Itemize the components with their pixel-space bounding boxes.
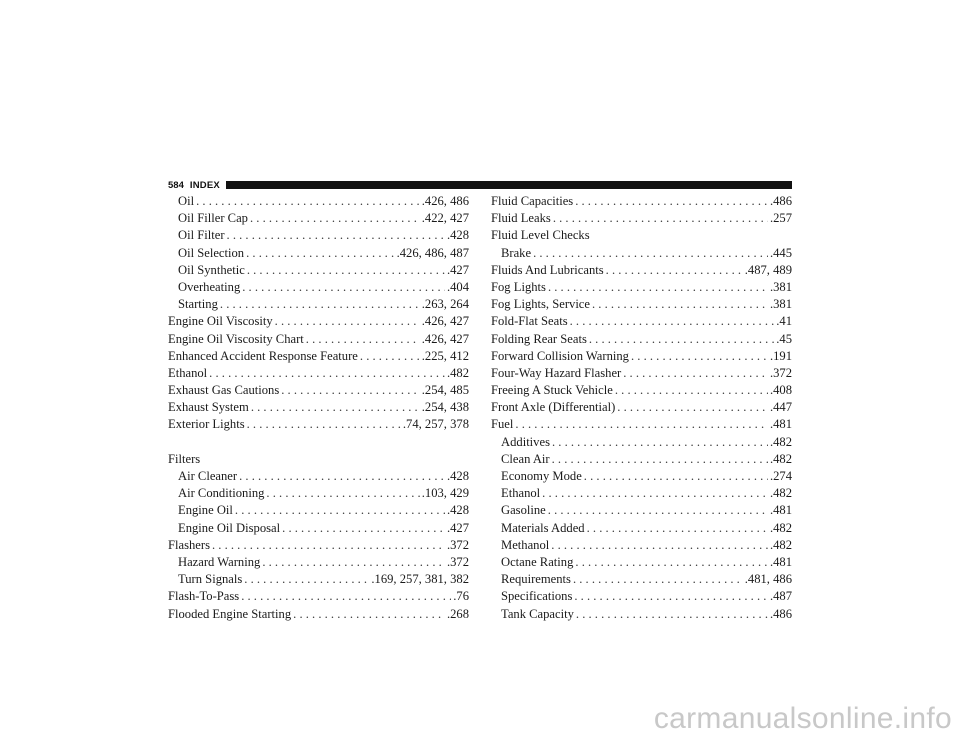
index-entry-pages: .372 (769, 365, 792, 380)
index-entry-label: Flooded Engine Starting (168, 606, 292, 621)
dot-leader (606, 262, 743, 279)
dot-leader (631, 348, 768, 365)
index-entry (491, 193, 792, 210)
dot-leader (281, 382, 420, 399)
index-entry (168, 210, 469, 227)
index-entry-label: Forward Collision Warning (491, 348, 629, 363)
index-entry-pages: .481 (769, 554, 792, 569)
index-entry-label: Engine Oil Viscosity Chart (168, 331, 304, 346)
index-entry-label: Materials Added (501, 520, 585, 535)
dot-leader (293, 606, 445, 623)
index-entry (168, 262, 469, 279)
index-entry-pages: .487 (769, 589, 792, 604)
dot-leader (552, 451, 768, 468)
index-entry-label: Oil Filler Cap (178, 211, 248, 226)
dot-leader (239, 468, 445, 485)
dot-leader (617, 399, 768, 416)
index-entry-pages: .381 (769, 297, 792, 312)
dot-leader (551, 537, 768, 554)
index-entry-pages: .447 (769, 400, 792, 415)
index-entry (168, 606, 469, 623)
index-entry (168, 279, 469, 296)
index-spacer (168, 434, 469, 451)
index-entry (168, 296, 469, 313)
index-entry-pages: .74, 257, 378 (402, 417, 469, 432)
index-entry (168, 485, 469, 502)
index-entry (168, 313, 469, 330)
dot-leader (533, 245, 768, 262)
index-entry-label: Fluid Level Checks (491, 228, 590, 243)
index-entry (491, 537, 792, 554)
index-entry-label: Air Cleaner (178, 469, 238, 483)
index-entry (168, 227, 469, 244)
index-entry (168, 571, 469, 588)
index-entry-label: Air Conditioning (178, 486, 265, 501)
index-entry-pages: .372 (446, 554, 469, 569)
index-entry-label: Engine Oil Disposal (178, 520, 281, 535)
dot-leader (209, 365, 445, 382)
index-entry (168, 468, 469, 485)
index-entry-label: Clean Air (501, 451, 550, 466)
index-entry-pages: .381 (769, 279, 792, 294)
dot-leader (515, 416, 768, 433)
index-entry (491, 227, 792, 244)
index-entry-label: Additives (501, 434, 550, 449)
index-entry-pages: .263, 264 (421, 297, 469, 312)
dot-leader (570, 313, 775, 330)
index-entry-label: Brake (501, 245, 532, 260)
index-entry (491, 520, 792, 537)
dot-leader (548, 279, 768, 296)
index-entry (168, 588, 469, 605)
index-entry-pages: .254, 438 (421, 400, 469, 415)
index-entry-pages: .404 (446, 279, 469, 294)
index-entry-label: Engine Oil (178, 503, 233, 518)
index-entry (491, 606, 792, 623)
index-entry-pages: .481 (769, 417, 792, 432)
index-entry-label: Exhaust System (168, 400, 249, 415)
index-entry-label: Turn Signals (178, 572, 243, 587)
index-entry-pages: .268 (446, 606, 469, 621)
index-entry-pages: .486 (769, 194, 792, 208)
index-entry-pages: .41 (776, 314, 792, 329)
index-entry-pages: .426, 486, 487 (396, 245, 469, 260)
index-entry (491, 382, 792, 399)
index-entry-label: Fog Lights (491, 279, 546, 294)
dot-leader (542, 485, 768, 502)
dot-leader (212, 537, 445, 554)
index-entry (491, 485, 792, 502)
index-entry-pages: .257 (769, 211, 792, 226)
dot-leader (235, 502, 445, 519)
index-entry (168, 502, 469, 519)
index-entry-pages: .481 (769, 503, 792, 518)
index-entry (491, 399, 792, 416)
index-column-left (168, 193, 469, 623)
index-entry-label: Oil Synthetic (178, 262, 245, 277)
dot-leader (575, 554, 768, 571)
index-entry-label: Octane Rating (501, 554, 574, 569)
index-entry (491, 468, 792, 485)
index-entry-pages: .45 (776, 331, 792, 346)
index-entry (491, 571, 792, 588)
index-entry (491, 588, 792, 605)
dot-leader (576, 606, 768, 623)
index-entry-label: Front Axle (Differential) (491, 400, 616, 415)
index-entry-pages: .76 (453, 589, 469, 604)
index-entry-pages: .482 (769, 434, 792, 449)
index-entry-label: Overheating (178, 279, 241, 294)
index-entry (491, 416, 792, 433)
index-entry (168, 399, 469, 416)
index-entry-label: Flashers (168, 537, 210, 552)
dot-leader (251, 399, 420, 416)
index-entry-label: Fluid Capacities (491, 194, 574, 208)
index-entry (168, 554, 469, 571)
index-entry-label: Hazard Warning (178, 554, 261, 569)
index-entry-pages: .486 (769, 606, 792, 621)
index-entry-label: Oil Selection (178, 245, 245, 260)
index-entry-label: Exhaust Gas Cautions (168, 383, 280, 398)
index-entry (168, 520, 469, 537)
page-number: 584 (168, 179, 184, 191)
index-entry-label: Fold-Flat Seats (491, 314, 568, 329)
index-entry-pages: .274 (769, 469, 792, 483)
index-entry-label: Ethanol (168, 365, 208, 380)
dot-leader (587, 520, 768, 537)
index-entry-pages: .487, 489 (744, 262, 792, 277)
dot-leader (306, 331, 420, 348)
index-entry-pages: .426, 427 (421, 331, 469, 346)
section-title: INDEX (189, 179, 220, 191)
page-header (168, 178, 792, 192)
index-entry-pages: .103, 429 (421, 486, 469, 501)
index-entry-label: Enhanced Accident Response Feature (168, 348, 358, 363)
index-entry-label: Fluids And Lubricants (491, 262, 604, 277)
index-entry-pages: .427 (446, 520, 469, 535)
index-entry-label: Folding Rear Seats (491, 331, 587, 346)
index-entry-label: Economy Mode (501, 469, 582, 483)
index-entry-pages: .254, 485 (421, 383, 469, 398)
index-entry-label: Specifications (501, 589, 573, 604)
index-entry-label: Tank Capacity (501, 606, 574, 621)
dot-leader (360, 348, 420, 365)
dot-leader (615, 382, 768, 399)
index-entry (168, 451, 469, 468)
index-entry (168, 537, 469, 554)
index-entry (491, 331, 792, 348)
index-entry (168, 348, 469, 365)
index-entry-label: Ethanol (501, 486, 541, 501)
index-entry-pages: .225, 412 (421, 348, 469, 363)
dot-leader (282, 520, 445, 537)
index-entry-label: Oil (178, 194, 195, 208)
index-entry (491, 313, 792, 330)
index-entry (491, 262, 792, 279)
dot-leader (589, 331, 774, 348)
index-entry-label: Filters (168, 451, 201, 466)
index-entry-label: Oil Filter (178, 228, 225, 243)
index-entry (491, 245, 792, 262)
index-column-right (491, 193, 792, 623)
index-entry-pages: .428 (446, 503, 469, 518)
index-entry (168, 365, 469, 382)
index-entry (491, 502, 792, 519)
index-entry-label: Fuel (491, 417, 514, 432)
index-entry-label: Methanol (501, 537, 550, 552)
index-entry-label: Exterior Lights (168, 417, 245, 432)
dot-leader (592, 296, 768, 313)
dot-leader (623, 365, 768, 382)
index-entry (491, 554, 792, 571)
index-entry-pages: .445 (769, 245, 792, 260)
index-entry-pages: .428 (446, 469, 469, 483)
index-entry (491, 210, 792, 227)
index-entry-pages: .482 (769, 486, 792, 501)
index-entry-pages: .481, 486 (744, 572, 792, 587)
index-entry (168, 416, 469, 433)
dot-leader (242, 279, 445, 296)
index-entry-label: Flash-To-Pass (168, 589, 240, 604)
watermark: carmanualsonline.info (653, 702, 952, 735)
dot-leader (266, 485, 419, 502)
dot-leader (244, 571, 369, 588)
dot-leader (575, 193, 768, 210)
dot-leader (246, 245, 394, 262)
index-entry-pages: .372 (446, 537, 469, 552)
dot-leader (573, 571, 743, 588)
index-entry (491, 434, 792, 451)
dot-leader (247, 416, 401, 433)
index-entry-pages: .191 (769, 348, 792, 363)
dot-leader (574, 588, 768, 605)
index-entry-label: Requirements (501, 572, 571, 587)
index-entry-pages: .482 (769, 520, 792, 535)
index-entry-pages: .482 (769, 451, 792, 466)
index-entry (491, 279, 792, 296)
dot-leader (262, 554, 445, 571)
dot-leader (241, 588, 451, 605)
index-entry (168, 331, 469, 348)
index-entry (491, 296, 792, 313)
index-entry (168, 382, 469, 399)
index-entry-label: Fog Lights, Service (491, 297, 590, 312)
index-entry-pages: .426, 427 (421, 314, 469, 329)
dot-leader (584, 468, 768, 485)
dot-leader (196, 193, 420, 210)
index-entry-label: Starting (178, 297, 218, 312)
index-entry-pages: .426, 486 (421, 194, 469, 208)
index-entry (168, 245, 469, 262)
index-entry (168, 193, 469, 210)
dot-leader (250, 210, 420, 227)
dot-leader (553, 210, 768, 227)
index-entry-pages: .422, 427 (421, 211, 469, 226)
dot-leader (552, 434, 768, 451)
index-entry (491, 348, 792, 365)
index-entry (491, 365, 792, 382)
header-rule (226, 181, 792, 189)
dot-leader (548, 502, 768, 519)
index-entry-pages: .482 (769, 537, 792, 552)
index-entry (491, 451, 792, 468)
index-entry-pages: .428 (446, 228, 469, 243)
index-entry-label: Engine Oil Viscosity (168, 314, 273, 329)
dot-leader (275, 313, 420, 330)
index-entry-label: Four-Way Hazard Flasher (491, 365, 622, 380)
dot-leader (227, 227, 445, 244)
index-entry-pages: .482 (446, 365, 469, 380)
dot-leader (247, 262, 445, 279)
index-entry-pages: .169, 257, 381, 382 (371, 572, 469, 587)
index-entry-pages: .427 (446, 262, 469, 277)
index-entry-label: Freeing A Stuck Vehicle (491, 383, 613, 398)
index-entry-pages: .408 (769, 383, 792, 398)
index-entry-label: Fluid Leaks (491, 211, 551, 226)
dot-leader (220, 296, 420, 313)
index-entry-label: Gasoline (501, 503, 546, 518)
